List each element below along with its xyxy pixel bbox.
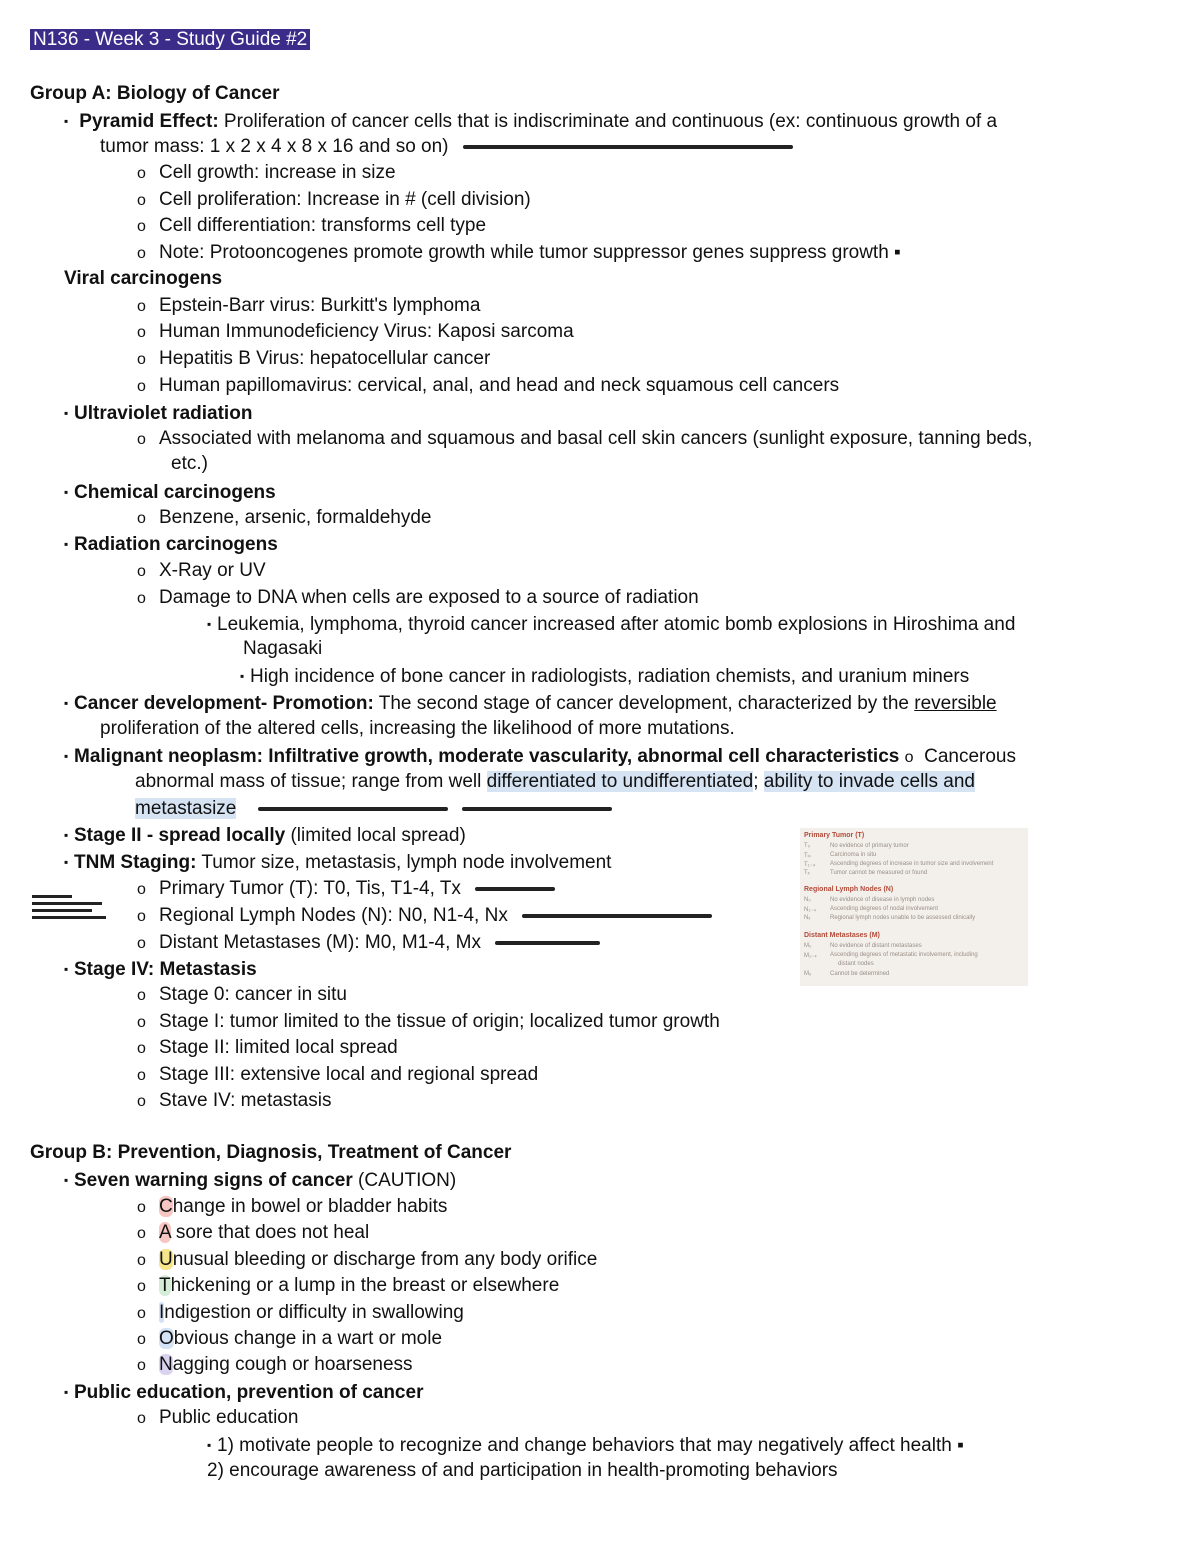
tnm-image-row: No evidence of distant metastases xyxy=(830,943,922,949)
group-a-heading: Group A: Biology of Cancer xyxy=(30,83,280,104)
public-sub-text: 1) motivate people to recognize and change behaviors that may negatively affect health ▪ xyxy=(217,1435,964,1456)
pyramid-label: Pyramid Effect: xyxy=(79,111,219,132)
circle-bullet-icon: o xyxy=(137,1225,146,1242)
bullet-icon: ▪ xyxy=(64,485,69,499)
caution-item xyxy=(137,1301,464,1326)
promotion-label: Cancer development- Promotion: xyxy=(74,693,374,714)
circle-bullet-icon: o xyxy=(137,431,146,448)
group-b-heading: Group B: Prevention, Diagnosis, Treatment of Cancer xyxy=(30,1142,512,1163)
list-item xyxy=(137,1406,298,1431)
circle-bullet-icon: o xyxy=(137,881,146,898)
bullet-icon: ▪ xyxy=(64,855,69,869)
viral-item: Human papillomavirus: cervical, anal, and head and neck squamous cell cancers xyxy=(159,375,840,396)
caution-item xyxy=(137,1248,597,1273)
circle-bullet-icon: o xyxy=(137,324,146,341)
caution-letter: I xyxy=(159,1302,165,1323)
pyramid-effect-item xyxy=(64,109,997,134)
uv-text-cont: etc.) xyxy=(171,453,208,474)
bullet-icon: ▪ xyxy=(64,696,69,710)
handwritten-scribble xyxy=(475,887,555,891)
bullet-icon: ▪ xyxy=(64,114,69,128)
tnm-image-row: Tᵢₛ xyxy=(804,853,811,859)
caution-item xyxy=(137,1195,447,1220)
circle-bullet-icon: o xyxy=(137,1040,146,1057)
list-item xyxy=(137,374,839,399)
circle-bullet-icon: o xyxy=(137,1410,146,1427)
bullet-icon: ▪ xyxy=(64,828,69,842)
page-title xyxy=(30,28,310,52)
list-item xyxy=(137,1036,398,1061)
malignant-text: Cancerous xyxy=(924,746,1016,767)
stage4-label: Stage IV: Metastasis xyxy=(74,959,257,980)
list-item xyxy=(137,931,600,956)
list-item xyxy=(137,241,901,266)
promotion-item xyxy=(64,691,997,716)
caution-item xyxy=(137,1274,559,1299)
circle-bullet-icon: o xyxy=(137,1252,146,1269)
tnm-image-heading: Primary Tumor (T) xyxy=(804,832,865,839)
bullet-icon: ▪ xyxy=(207,1438,212,1452)
tnm-image-row: Ascending degrees of increase in tumor size and involvement xyxy=(830,861,994,867)
uv-label: Ultraviolet radiation xyxy=(74,403,253,424)
warning-label: Seven warning signs of cancer xyxy=(74,1170,353,1191)
malignant-text-cont2 xyxy=(135,797,612,821)
tnm-image-row: T₀ xyxy=(804,843,811,849)
chem-label: Chemical carcinogens xyxy=(74,482,276,503)
circle-bullet-icon: o xyxy=(137,908,146,925)
circle-bullet-icon: o xyxy=(137,1331,146,1348)
public-education-item xyxy=(64,1380,423,1405)
cell-differentiation: Cell differentiation: transforms cell type xyxy=(159,215,487,236)
viral-item: Epstein-Barr virus: Burkitt's lymphoma xyxy=(159,295,481,316)
viral-item: Human Immunodeficiency Virus: Kaposi sarcoma xyxy=(159,321,574,342)
malignant-range-text: abnormal mass of tissue; range from well xyxy=(135,771,487,792)
circle-bullet-icon: o xyxy=(137,192,146,209)
tnm-image-row: Tₓ xyxy=(804,870,810,876)
title-highlight: N136 - Week 3 - Study Guide #2 xyxy=(30,29,310,50)
separator: ; xyxy=(753,771,764,792)
cell-proliferation: Cell proliferation: Increase in # (cell division) xyxy=(159,189,531,210)
reversible-underlined: reversible xyxy=(914,693,997,714)
pyramid-text-cont xyxy=(100,135,793,159)
circle-bullet-icon: o xyxy=(137,1199,146,1216)
circle-bullet-icon: o xyxy=(137,1278,146,1295)
handwritten-scribble xyxy=(495,941,600,945)
circle-bullet-icon: o xyxy=(137,1067,146,1084)
tnm-image-heading: Distant Metastases (M) xyxy=(804,932,880,939)
caution-item xyxy=(137,1221,369,1246)
circle-bullet-icon: o xyxy=(137,590,146,607)
stage-text: Stave IV: metastasis xyxy=(159,1090,332,1111)
tnm-image-heading: Regional Lymph Nodes (N) xyxy=(804,886,894,893)
chem-item xyxy=(64,480,276,505)
circle-bullet-icon: o xyxy=(137,1305,146,1322)
circle-bullet-icon: o xyxy=(137,563,146,580)
tnm-image-row: Cannot be determined xyxy=(830,971,890,977)
public-education-label: Public education, prevention of cancer xyxy=(74,1382,424,1403)
warning-text: (CAUTION) xyxy=(352,1170,457,1191)
stage2-item xyxy=(64,823,466,848)
tnm-image-row: N₀ xyxy=(804,897,811,903)
list-item xyxy=(137,506,432,531)
tnm-m: Distant Metastases (M): M0, M1-4, Mx xyxy=(159,932,482,953)
viral-item: Hepatitis B Virus: hepatocellular cancer xyxy=(159,348,491,369)
caution-letter: C xyxy=(159,1196,173,1217)
stage2-text: (limited local spread) xyxy=(285,825,466,846)
circle-bullet-icon: o xyxy=(137,298,146,315)
circle-bullet-icon: o xyxy=(904,749,914,766)
list-item xyxy=(137,586,699,611)
cell-growth: Cell growth: increase in size xyxy=(159,162,396,183)
circle-bullet-icon: o xyxy=(137,987,146,1004)
tnm-image-row: Mₓ xyxy=(804,971,811,977)
sub-list-item xyxy=(240,664,969,689)
circle-bullet-icon: o xyxy=(137,1093,146,1110)
bullet-icon: ▪ xyxy=(64,749,69,763)
list-item xyxy=(137,320,574,345)
caution-letter: O xyxy=(159,1328,174,1349)
list-item xyxy=(137,983,347,1008)
caution-item xyxy=(137,1353,413,1378)
stage2-label: Stage II - spread locally xyxy=(74,825,286,846)
list-item xyxy=(137,427,1032,452)
bullet-icon: ▪ xyxy=(64,1173,69,1187)
viral-label: Viral carcinogens xyxy=(64,268,223,289)
caution-letter: N xyxy=(159,1354,173,1375)
chem-text: Benzene, arsenic, formaldehyde xyxy=(159,507,432,528)
tnm-n: Regional Lymph Nodes (N): N0, N1-4, Nx xyxy=(159,905,508,926)
bullet-icon: ▪ xyxy=(64,1385,69,1399)
circle-bullet-icon: o xyxy=(137,351,146,368)
caution-letter: U xyxy=(159,1249,173,1270)
tnm-image-row: M₀ xyxy=(804,943,812,949)
tnm-image-row: No evidence of disease in lymph nodes xyxy=(830,897,935,903)
rad-sub-cont: Nagasaki xyxy=(243,638,323,659)
public-sub-text2: 2) encourage awareness of and participation in health-promoting behaviors xyxy=(207,1460,838,1481)
tnm-label: TNM Staging: xyxy=(74,852,197,873)
handwritten-scribble xyxy=(462,807,612,811)
caution-text: sore that does not heal xyxy=(170,1222,370,1243)
rad-label: Radiation carcinogens xyxy=(74,534,278,555)
uv-item xyxy=(64,401,252,426)
highlighted-metastasize: metastasize xyxy=(135,798,237,819)
list-item xyxy=(137,1089,331,1114)
rad-item xyxy=(64,532,278,557)
bullet-icon: ▪ xyxy=(207,617,212,631)
bullet-icon: ▪ xyxy=(64,406,69,420)
circle-bullet-icon: o xyxy=(137,1014,146,1031)
stage-text: Stage 0: cancer in situ xyxy=(159,984,347,1005)
handwritten-scribble xyxy=(463,145,793,149)
caution-letter: A xyxy=(159,1222,171,1243)
circle-bullet-icon: o xyxy=(137,218,146,235)
caution-text: hickening or a lump in the breast or elsewhere xyxy=(170,1275,560,1296)
promotion-text-cont: proliferation of the altered cells, increasing the likelihood of more mutations. xyxy=(100,718,735,739)
tnm-image-row: Ascending degrees of metastatic involvement, including xyxy=(830,952,978,958)
list-item xyxy=(137,1063,538,1088)
handwritten-scribble xyxy=(522,914,712,918)
stage-text: Stage I: tumor limited to the tissue of origin; localized tumor growth xyxy=(159,1011,720,1032)
tnm-image-row: Ascending degrees of nodal involvement xyxy=(830,906,939,912)
circle-bullet-icon: o xyxy=(137,935,146,952)
promotion-text: The second stage of cancer development, characterized by the xyxy=(373,693,915,714)
tnm-image-row: M₁₋₄ xyxy=(804,953,817,959)
list-item xyxy=(137,294,480,319)
list-item xyxy=(137,559,266,584)
bullet-icon: ▪ xyxy=(240,669,245,683)
stage4-item xyxy=(64,957,257,982)
circle-bullet-icon: o xyxy=(137,1357,146,1374)
tnm-item xyxy=(64,850,611,875)
list-item xyxy=(137,188,531,213)
caution-text: nusual bleeding or discharge from any body orifice xyxy=(172,1249,598,1270)
circle-bullet-icon: o xyxy=(137,510,146,527)
caution-text: bvious change in a wart or mole xyxy=(173,1328,443,1349)
tnm-image-row: T₁₋₄ xyxy=(804,862,816,868)
rad-sub-text: Leukemia, lymphoma, thyroid cancer increased after atomic bomb explosions in Hiroshima and xyxy=(217,614,1016,635)
malignant-label: Malignant neoplasm: Infiltrative growth, moderate vascularity, abnormal cell characteristics xyxy=(74,746,900,767)
caution-item xyxy=(137,1327,442,1352)
highlighted-differentiation: differentiated to undifferentiated xyxy=(486,771,754,792)
bullet-icon: ▪ xyxy=(64,537,69,551)
circle-bullet-icon: o xyxy=(137,378,146,395)
list-item xyxy=(137,904,712,929)
handwritten-side-note xyxy=(32,895,110,923)
public-education-text: Public education xyxy=(159,1407,299,1428)
malignant-item xyxy=(64,744,1016,770)
sub-list-item xyxy=(207,1433,964,1458)
caution-text: hange in bowel or bladder habits xyxy=(172,1196,448,1217)
circle-bullet-icon: o xyxy=(137,165,146,182)
rad-text: X-Ray or UV xyxy=(159,560,266,581)
sub-list-item xyxy=(207,612,1015,637)
pyramid-text2: tumor mass: 1 x 2 x 4 x 8 x 16 and so on) xyxy=(100,136,449,157)
rad-sub-text: High incidence of bone cancer in radiologists, radiation chemists, and uranium miners xyxy=(250,666,970,687)
tnm-text: Tumor size, metastasis, lymph node involvement xyxy=(196,852,612,873)
bullet-icon: ▪ xyxy=(64,962,69,976)
handwritten-scribble xyxy=(258,807,448,811)
highlighted-invade: ability to invade cells and xyxy=(763,771,976,792)
list-item xyxy=(137,877,555,902)
pyramid-text: Proliferation of cancer cells that is indiscriminate and continuous (ex: continuous growth of a xyxy=(218,111,998,132)
warning-signs-item xyxy=(64,1168,456,1193)
tnm-t: Primary Tumor (T): T0, Tis, T1-4, Tx xyxy=(159,878,461,899)
stage-text: Stage II: limited local spread xyxy=(159,1037,398,1058)
circle-bullet-icon: o xyxy=(137,245,146,262)
list-item xyxy=(137,1010,720,1035)
rad-text: Damage to DNA when cells are exposed to a source of radiation xyxy=(159,587,699,608)
tnm-image-row: Tumor cannot be measured or found xyxy=(830,870,928,876)
uv-text: Associated with melanoma and squamous and basal cell skin cancers (sunlight exposure, tanning beds, xyxy=(159,428,1033,449)
list-item xyxy=(137,347,490,372)
tnm-image-row: Nₓ xyxy=(804,915,811,921)
tnm-image-row: N₁₋₄ xyxy=(804,907,816,913)
caution-text: ndigestion or difficulty in swallowing xyxy=(164,1302,464,1323)
tnm-image-row: No evidence of primary tumor xyxy=(830,843,909,849)
stage-text: Stage III: extensive local and regional spread xyxy=(159,1064,539,1085)
caution-text: agging cough or hoarseness xyxy=(172,1354,413,1375)
tnm-table-image xyxy=(800,828,1028,986)
list-item xyxy=(137,161,396,186)
tnm-image-row: Carcinoma in situ xyxy=(830,852,877,858)
note-text: Note: Protooncogenes promote growth while tumor suppressor genes suppress growth ▪ xyxy=(159,242,901,263)
tnm-image-row: Regional lymph nodes unable to be assessed clinically xyxy=(830,915,976,921)
malignant-text-cont xyxy=(135,770,975,794)
list-item xyxy=(137,214,486,239)
tnm-image-row: distant nodes xyxy=(838,961,874,967)
caution-letter: T xyxy=(159,1275,171,1296)
